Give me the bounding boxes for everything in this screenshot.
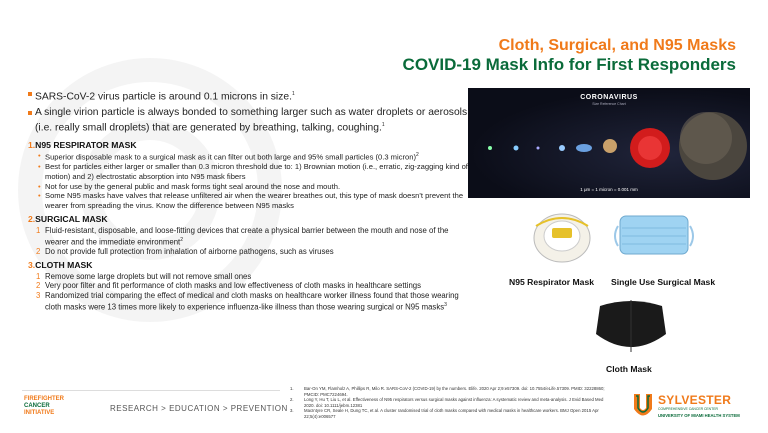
list-item: 3 Randomized trial comparing the effect of medical and cloth masks on healthcare worker illness found that those wearing cloth masks were 13 times more likely to experience influenza-like illness than those wearing surgical or N95 masks$^3$ [36, 291, 459, 312]
list-item: • Some N95 masks have valves that release unfiltered air when the wearer breathes out, this type of mask doesn't prevent the wearer from spreading the virus. Know the difference between N95 masks [38, 191, 468, 210]
corona-chart-subtitle: Size Reference Chart [592, 102, 626, 106]
section-heading-cloth: 3.CLOTH MASK [28, 260, 93, 271]
surgical-list [36, 226, 468, 256]
cloth-mask-label: Cloth Mask [606, 364, 652, 374]
list-item: • Best for particles either larger or smaller than 0.3 micron threshold due to: 1) Brownian motion (i.e., erratic, zig-zagging kind of motion) and 2) electrostatic absorption into N95 mask fibers [38, 162, 468, 181]
list-item: 1 Fluid-resistant, disposable, and loose-fitting devices that create a physical barrier between the mouth and nose of the wearer and the immediate environment$^2$ [36, 225, 449, 247]
particle-graphics [468, 88, 750, 198]
section-heading-n95: 1.N95 RESPIRATOR MASK [28, 139, 137, 150]
page-title: Cloth, Surgical, and N95 Masks [498, 37, 736, 54]
list-item: 1 Remove some large droplets but will not remove small ones [36, 271, 252, 281]
references-list [290, 386, 608, 420]
n95-mask-image [528, 206, 596, 266]
n95-list [38, 151, 468, 210]
list-item: 2 Very poor filter and fit performance of cloth masks and low effectiveness of cloth masks in healthcare settings [36, 281, 422, 291]
footer-divider [22, 390, 280, 391]
coronavirus-size-chart-image [468, 88, 750, 198]
intro-item: SARS-CoV-2 virus particle is around 0.1 microns in size.$^1$ [28, 88, 468, 103]
reference-item: 2. Long Y, Hu T, Liu L, et al. Effectiveness of N95 respirators versus surgical masks against influenza: A systematic review and meta-analysis. J Evid Based Med 2020. doi: 10.1111/jebm.12381 [290, 397, 604, 408]
title-block [403, 36, 736, 75]
section-heading-surgical: 2.SURGICAL MASK [28, 214, 108, 225]
firefighter-cancer-initiative-logo: FIREFIGHTER CANCER INITIATIVE [24, 396, 64, 416]
cloth-list [36, 272, 468, 312]
intro-item: A single virion particle is always bonded to something larger such as water droplets or aerosols (i.e. really small droplets) that are generated by breathing, talking, coughing.$^1$ [28, 107, 468, 134]
footer-tagline: RESEARCH > EDUCATION > PREVENTION [110, 404, 288, 413]
main-content [28, 88, 468, 312]
list-item: 2 Do not provide full protection from inhalation of airborne pathogens, such as viruses [36, 246, 334, 256]
reference-item: 3. MacIntyre CR, Seale H, Dung TC, et al. A cluster randomised trial of cloth masks compared with medical masks in healthcare workers. BMJ Open 2015 Apr 22;5(4):e006577 [290, 408, 599, 419]
corona-chart-title: CORONAVIRUS [580, 94, 638, 101]
surgical-mask-image [612, 206, 696, 264]
intro-list [28, 88, 468, 135]
page-subtitle: COVID-19 Mask Info for First Responders [402, 55, 736, 74]
reference-item: 1. Bar-On YM, Flamholz A, Phillips R, Milo R. SARS-CoV-2 (COVID-19) by the numbers. Elife. 2020 Apr 2;9:e57309. doi: 10.7554/eLife.57309. PMID: 32228860; PMCID: PMC7224694. [290, 386, 605, 397]
n95-mask-label: N95 Respirator Mask [509, 277, 595, 287]
list-item: • Superior disposable mask to a surgical mask as it can filter out both large and 95% small particles (0.3 micron)$^2$ [38, 151, 468, 162]
list-item: • Not for use by the general public and mask forms tight seal around the nose and mouth. [38, 182, 468, 192]
corona-chart-footer: 1 μm = 1 micron = 0.001 mm [580, 187, 638, 192]
um-u-icon [632, 392, 654, 420]
sylvester-logo: SYLVESTER COMPREHENSIVE CANCER CENTER UNIVERSITY OF MIAMI HEALTH SYSTEM [632, 390, 756, 424]
cloth-mask-image [590, 294, 672, 360]
surgical-mask-label: Single Use Surgical Mask [611, 277, 716, 287]
